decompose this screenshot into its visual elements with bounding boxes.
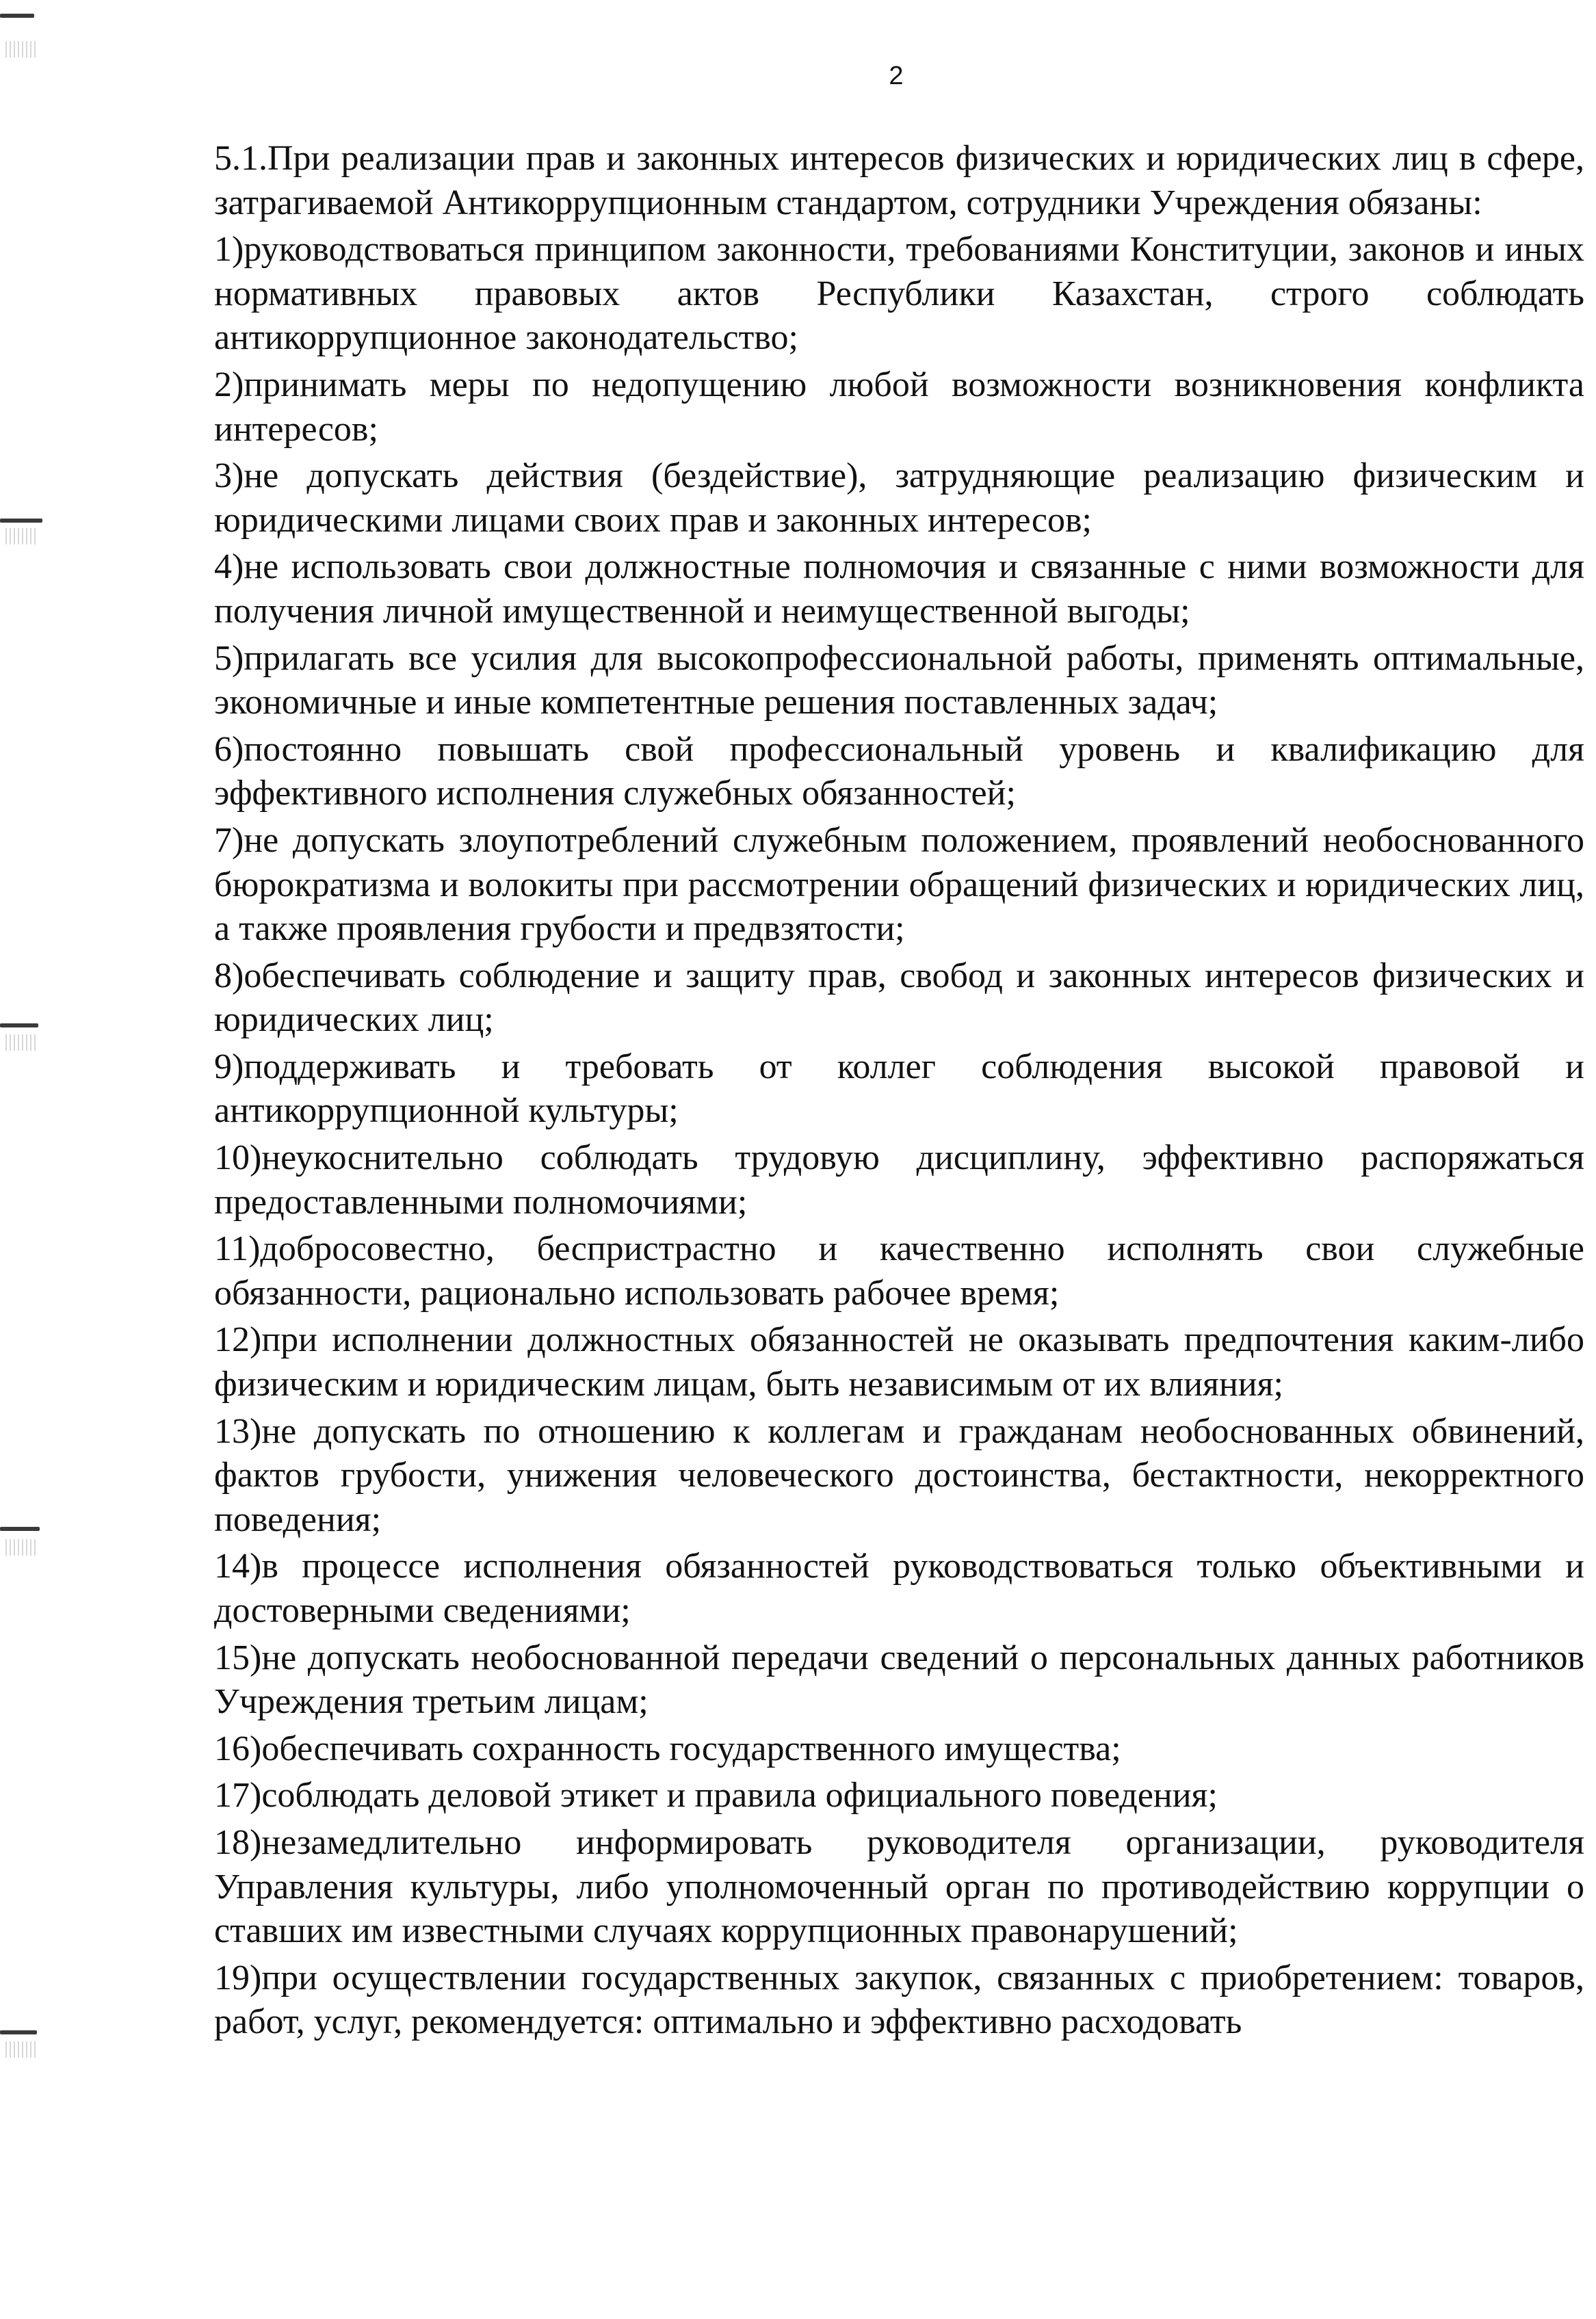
scan-margin-mark [0,2030,37,2034]
scan-margin-mark [0,1023,38,1027]
scan-margin-speck [5,2041,37,2058]
scan-margin-speck [5,1539,37,1556]
page-number: 2 [889,62,904,90]
scan-margin-speck [5,528,37,545]
list-item-3: 3)не допускать действия (бездействие), затрудняющие реализацию физическим и юридическими лицами своих прав и законных интересов; [214,456,1584,540]
list-item-2: 2)принимать меры по недопущению любой возможности возникновения конфликта интересов; [214,365,1584,449]
list-item-7: 7)не допускать злоупотреблений служебным положением, проявлений необоснованного бюрократизма и волокиты при рассмотрении обращений физических и юридических лиц, а также проявления грубости и предвзятости; [214,820,1584,949]
list-item-14: 14)в процессе исполнения обязанностей руководствоваться только объективными и достоверными сведениями; [214,1547,1584,1630]
document-body [214,137,1584,2047]
list-item-5: 5)прилагать все усилия для высокопрофессиональной работы, применять оптимальные, экономичные и иные компетентные решения поставленных задач; [214,638,1584,722]
list-item-13: 13)не допускать по отношению к коллегам и гражданам необоснованных обвинений, фактов грубости, унижения человеческого достоинства, бестактности, некорректного поведения; [214,1411,1584,1539]
scan-margin-mark [0,519,42,523]
list-item-1: 1)руководствоваться принципом законности, требованиями Конституции, законов и иных нормативных правовых актов Республики Казахстан, строго соблюдать антикоррупционное законодательство; [214,230,1584,358]
list-item-11: 11)добросовестно, беспристрастно и качественно исполнять свои служебные обязанности, рационально использовать рабочее время; [214,1229,1584,1313]
list-item-6: 6)постоянно повышать свой профессиональный уровень и квалификацию для эффективного исполнения служебных обязанностей; [214,729,1584,813]
list-item-16: 16)обеспечивать сохранность государственного имущества; [214,1729,1121,1768]
list-item-9: 9)поддерживать и требовать от коллег соблюдения высокой правовой и антикоррупционной культуры; [214,1047,1584,1131]
scan-margin-speck [5,1034,37,1051]
paragraph-intro: 5.1.При реализации прав и законных интересов физических и юридических лиц в сфере, затрагиваемой Антикоррупционным стандартом, сотрудники Учреждения обязаны: [214,139,1584,222]
list-item-19: 19)при осуществлении государственных закупок, связанных с приобретением: товаров, работ, услуг, рекомендуется: оптимально и эффективно расходовать [214,1958,1584,2042]
list-item-15: 15)не допускать необоснованной передачи сведений о персональных данных работников Учреждения третьим лицам; [214,1638,1584,1722]
scan-margin-speck [5,41,37,57]
list-item-8: 8)обеспечивать соблюдение и защиту прав, свобод и законных интересов физических и юридических лиц; [214,956,1584,1040]
scan-margin-mark [0,14,34,18]
list-item-18: 18)незамедлительно информировать руководителя организации, руководителя Управления культуры, либо уполномоченный орган по противодействию коррупции о ставших им известными случаях коррупционных правонарушений; [214,1822,1584,1951]
list-item-17: 17)соблюдать деловой этикет и правила официального поведения; [214,1776,1218,1816]
scan-margin-mark [0,1527,40,1531]
list-item-4: 4)не использовать свои должностные полномочия и связанные с ними возможности для получения личной имущественной и неимущественной выгоды; [214,547,1584,631]
list-item-12: 12)при исполнении должностных обязанностей не оказывать предпочтения каким-либо физическим и юридическим лицам, быть независимым от их влияния; [214,1320,1584,1404]
list-item-10: 10)неукоснительно соблюдать трудовую дисциплину, эффективно распоряжаться предоставленными полномочиями; [214,1138,1584,1222]
